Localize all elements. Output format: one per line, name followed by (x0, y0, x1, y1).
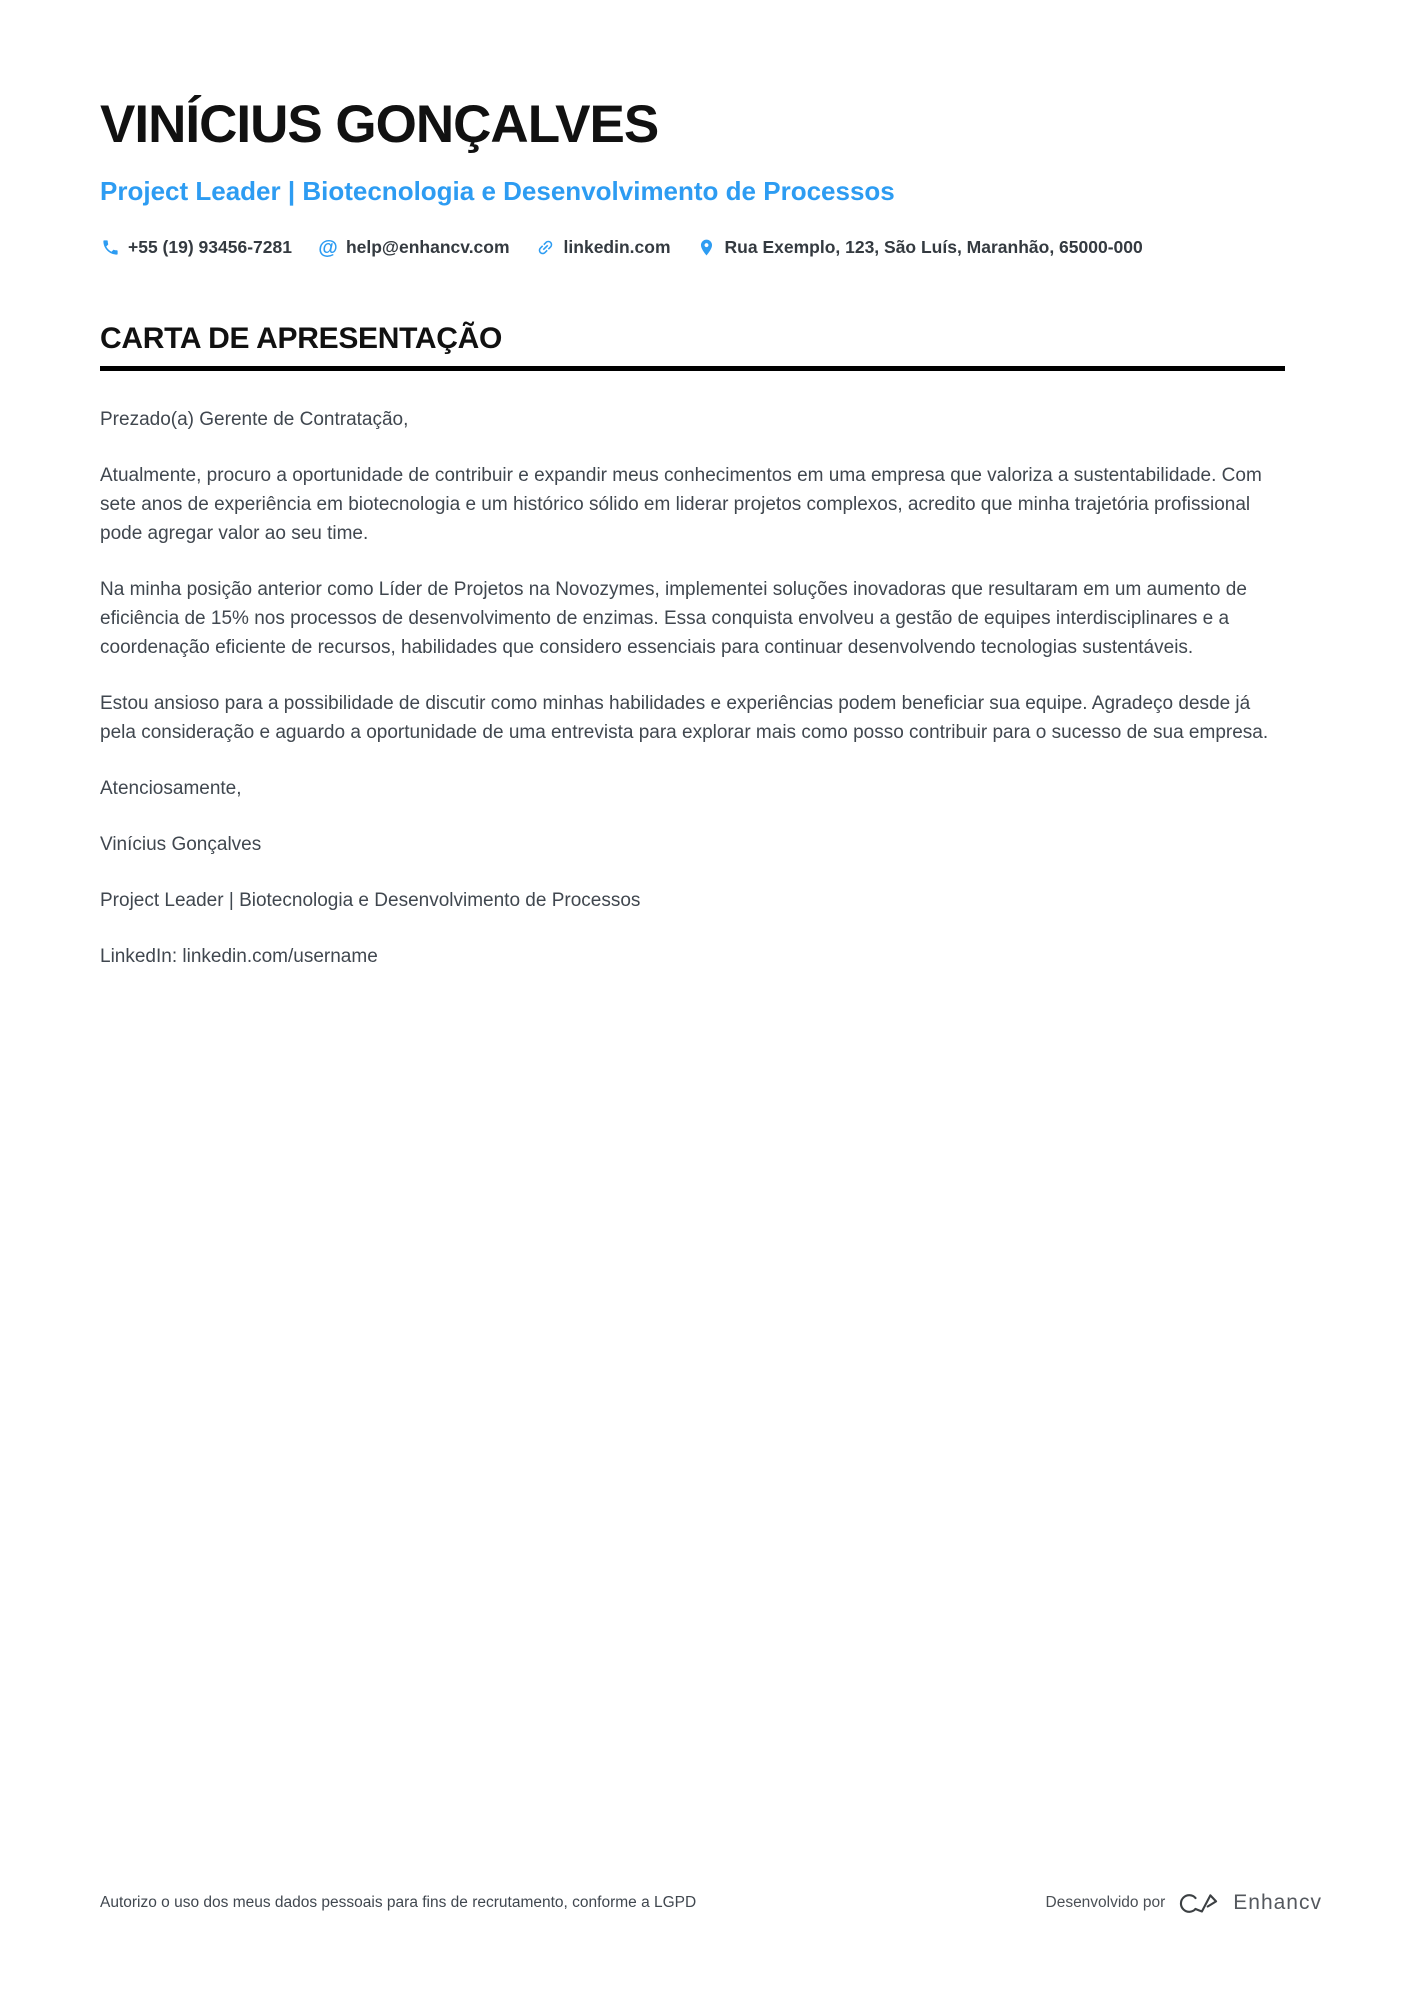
lgpd-consent-note: Autorizo o uso dos meus dados pessoais para fins de recrutamento, conforme a LGPD (100, 1894, 697, 1911)
contact-item-phone[interactable] (100, 237, 292, 258)
contact-item-email[interactable] (318, 237, 510, 258)
contact-item-address[interactable] (697, 237, 1143, 258)
enhancv-brand-link[interactable] (1178, 1891, 1322, 1915)
phone-number: +55 (19) 93456-7281 (128, 237, 292, 258)
letter-paragraph: Estou ansioso para a possibilidade de discutir como minhas habilidades e experiências podem beneficiar sua equipe. Agradeço desde já pela consideração e aguardo a oportunidade de uma entrevista para explorar mais como posso contribuir para o sucesso de sua empresa. (100, 693, 1269, 744)
cover-letter-body (100, 405, 1285, 971)
location-pin-icon (697, 238, 717, 258)
person-name: VINÍCIUS GONÇALVES (100, 95, 659, 154)
page-content (100, 0, 1285, 998)
link-icon (536, 238, 556, 258)
letter-paragraph: Na minha posição anterior como Líder de Projetos na Novozymes, implementei soluções inovadoras que resultaram em um aumento de eficiência de 15% nos processos de desenvolvimento de enzimas. Essa conquista envolveu a gestão de equipes interdisciplinares e a coordenação eficiente de recursos, habilidades que considero essenciais para continuar desenvolvendo tecnologias sustentáveis. (100, 579, 1247, 659)
phone-icon (100, 238, 120, 258)
contact-row (100, 237, 1285, 258)
enhancv-brand-name: Enhancv (1233, 1891, 1322, 1914)
powered-by (1046, 1891, 1323, 1915)
linkedin-url: linkedin.com (563, 237, 671, 258)
page-footer (100, 1891, 1322, 1915)
contact-item-linkedin[interactable] (536, 237, 671, 258)
enhancv-logo-icon (1178, 1892, 1224, 1915)
at-icon: @ (318, 236, 338, 259)
letter-paragraph: Atualmente, procuro a oportunidade de contribuir e expandir meus conhecimentos em uma empresa que valoriza a sustentabilidade. Com sete anos de experiência em biotecnologia e um histórico sólido em liderar projetos complexos, acredito que minha trajetória profissional pode agregar valor ao seu time. (100, 465, 1262, 545)
postal-address: Rua Exemplo, 123, São Luís, Maranhão, 65000-000 (724, 237, 1143, 258)
powered-by-label: Desenvolvido por (1045, 1894, 1166, 1911)
signature-title: Project Leader | Biotecnologia e Desenvolvimento de Processos (100, 890, 641, 912)
email-address: help@enhancv.com (345, 237, 510, 258)
job-title: Project Leader | Biotecnologia e Desenvolvimento de Processos (100, 176, 895, 207)
signature-linkedin: LinkedIn: linkedin.com/username (100, 946, 378, 968)
section-title-carta-de-apresentacao: CARTA DE APRESENTAÇÃO (100, 322, 1285, 371)
letter-salutation: Prezado(a) Gerente de Contratação, (100, 409, 409, 431)
letter-closing: Atenciosamente, (100, 778, 242, 800)
signature-name: Vinícius Gonçalves (100, 834, 262, 856)
